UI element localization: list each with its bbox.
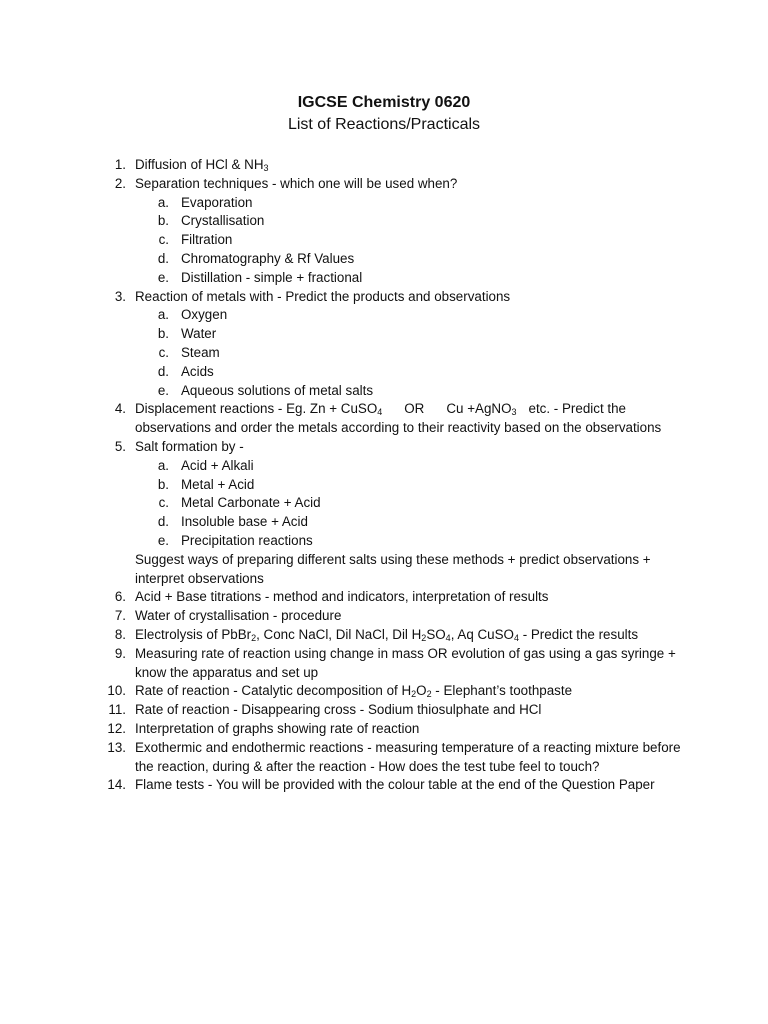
item-number: 7. — [114, 608, 126, 624]
item-text: Reaction of metals with - Predict the products and observations — [135, 288, 511, 304]
item-text: Diffusion of HCl & NH — [135, 157, 264, 172]
item-text: Electrolysis of PbBr — [135, 626, 252, 642]
sub-letter: b. — [157, 476, 169, 492]
list-item — [0, 156, 695, 175]
sub-text: Oxygen — [181, 307, 228, 323]
item-text: - Predict the results — [518, 626, 639, 642]
sub-item — [0, 494, 768, 513]
sub-item — [0, 513, 768, 532]
sub-letter: d. — [157, 363, 169, 379]
sub-item — [0, 194, 768, 213]
subscript: 2 — [251, 632, 257, 643]
sub-letter: b. — [157, 326, 169, 342]
item-number: 2. — [114, 175, 126, 191]
item-number: 1. — [114, 157, 126, 172]
item-text: Cu +AgNO — [446, 401, 512, 417]
item-number: 11. — [108, 702, 126, 718]
item-text: , Aq CuSO — [450, 626, 514, 642]
item-number: 8. — [114, 626, 126, 642]
list-item — [0, 607, 695, 626]
sub-item — [0, 250, 768, 269]
sub-item — [0, 269, 768, 288]
item-text: SO — [426, 626, 446, 642]
sub-item — [0, 212, 768, 231]
list-item — [0, 720, 695, 739]
item-number: 4. — [114, 401, 126, 417]
item-text: Acid + Base titrations - method and indicators, interpretation of results — [135, 589, 549, 605]
sub-letter: c. — [158, 495, 169, 511]
item-text: , Conc NaCl, Dil NaCl, Dil H — [256, 626, 422, 642]
item-number: 12. — [107, 720, 126, 736]
item-text: Measuring rate of reaction using change in mass OR evolution of gas using a gas syringe + know the apparatus and set up — [135, 645, 676, 680]
list-item — [0, 645, 695, 683]
sub-letter: a. — [157, 194, 169, 210]
item-text: Exothermic and endothermic reactions - measuring temperature of a reacting mixture before the reaction, during & after the reaction - How does the test tube feel to touch? — [135, 739, 681, 774]
sub-item — [0, 532, 768, 551]
subscript: 4 — [377, 407, 383, 418]
sub-letter: c. — [158, 232, 169, 248]
item-text: O — [416, 683, 427, 699]
sub-letter: e. — [157, 269, 169, 285]
item-text: Separation techniques - which one will be used when? — [135, 175, 458, 191]
item-text: Water of crystallisation - procedure — [135, 608, 342, 624]
page-title: IGCSE Chemistry 0620 — [297, 94, 471, 111]
item-text: Salt formation by - — [135, 438, 244, 454]
list-item — [0, 739, 695, 777]
sub-text: Crystallisation — [181, 213, 265, 229]
sub-text: Chromatography & Rf Values — [181, 250, 355, 266]
sub-letter: d. — [157, 250, 169, 266]
list-item — [0, 175, 695, 194]
sub-item — [0, 457, 768, 476]
list-item — [0, 400, 695, 438]
sub-item — [0, 476, 768, 495]
sub-text: Distillation - simple + fractional — [181, 269, 363, 285]
sub-text: Metal Carbonate + Acid — [181, 495, 321, 511]
sub-text: Steam — [181, 344, 220, 360]
subscript: 2 — [421, 632, 427, 643]
sub-item — [0, 231, 768, 250]
reactions-list — [0, 156, 768, 795]
item-number: 9. — [114, 645, 126, 661]
title-block — [0, 92, 768, 136]
sub-text: Water — [181, 326, 217, 342]
sub-item — [0, 363, 768, 382]
sub-letter: b. — [157, 213, 169, 229]
sub-text: Evaporation — [181, 194, 253, 210]
subscript: 3 — [511, 407, 517, 418]
sub-letter: c. — [158, 344, 169, 360]
sub-text: Acids — [181, 363, 214, 379]
list-item — [0, 288, 695, 307]
sub-text: Filtration — [181, 232, 233, 248]
item-note: Suggest ways of preparing different salts using these methods + predict observations + interpret observations — [135, 551, 651, 586]
sub-letter: d. — [157, 514, 169, 530]
list-item — [0, 588, 695, 607]
item-text: etc. - Predict the observations and order the metals according to their reactivity based on the observations — [135, 401, 662, 436]
sub-letter: a. — [157, 457, 169, 473]
subscript: 3 — [263, 163, 269, 173]
sub-letter: e. — [157, 532, 169, 548]
sub-text: Acid + Alkali — [181, 457, 254, 473]
item-number: 10. — [107, 683, 126, 699]
item-number: 14. — [107, 777, 126, 793]
subscript: 4 — [445, 632, 451, 643]
sub-item — [0, 306, 768, 325]
item-number: 13. — [107, 739, 126, 755]
sub-letter: e. — [157, 382, 169, 398]
page-subtitle: List of Reactions/Practicals — [287, 116, 481, 133]
subscript: 4 — [513, 632, 519, 643]
subscript: 2 — [426, 689, 432, 700]
item-text: Displacement reactions - Eg. Zn + CuSO — [135, 401, 378, 417]
sub-letter: a. — [157, 307, 169, 323]
list-item — [0, 438, 695, 457]
item-text-or: OR — [404, 401, 425, 417]
item-number: 6. — [114, 589, 126, 605]
item-text: Rate of reaction - Disappearing cross - Sodium thiosulphate and HCl — [135, 702, 542, 718]
sub-item — [0, 344, 768, 363]
subscript: 2 — [411, 689, 417, 700]
item-text: Flame tests - You will be provided with the colour table at the end of the Question Paper — [135, 777, 655, 793]
item-text: - Elephant’s toothpaste — [431, 683, 573, 699]
list-item — [0, 701, 695, 720]
item-text: Rate of reaction - Catalytic decomposition of H — [135, 683, 412, 699]
item-number: 5. — [114, 438, 126, 454]
list-item — [0, 776, 695, 795]
list-item — [0, 682, 695, 701]
sub-text: Aqueous solutions of metal salts — [181, 382, 374, 398]
item-text: Interpretation of graphs showing rate of reaction — [135, 720, 420, 736]
sub-item — [0, 382, 768, 401]
sub-text: Precipitation reactions — [181, 532, 313, 548]
list-item — [0, 626, 695, 645]
item-number: 3. — [114, 288, 126, 304]
sub-text: Insoluble base + Acid — [181, 514, 308, 530]
sub-text: Metal + Acid — [181, 476, 255, 492]
sub-item — [0, 325, 768, 344]
